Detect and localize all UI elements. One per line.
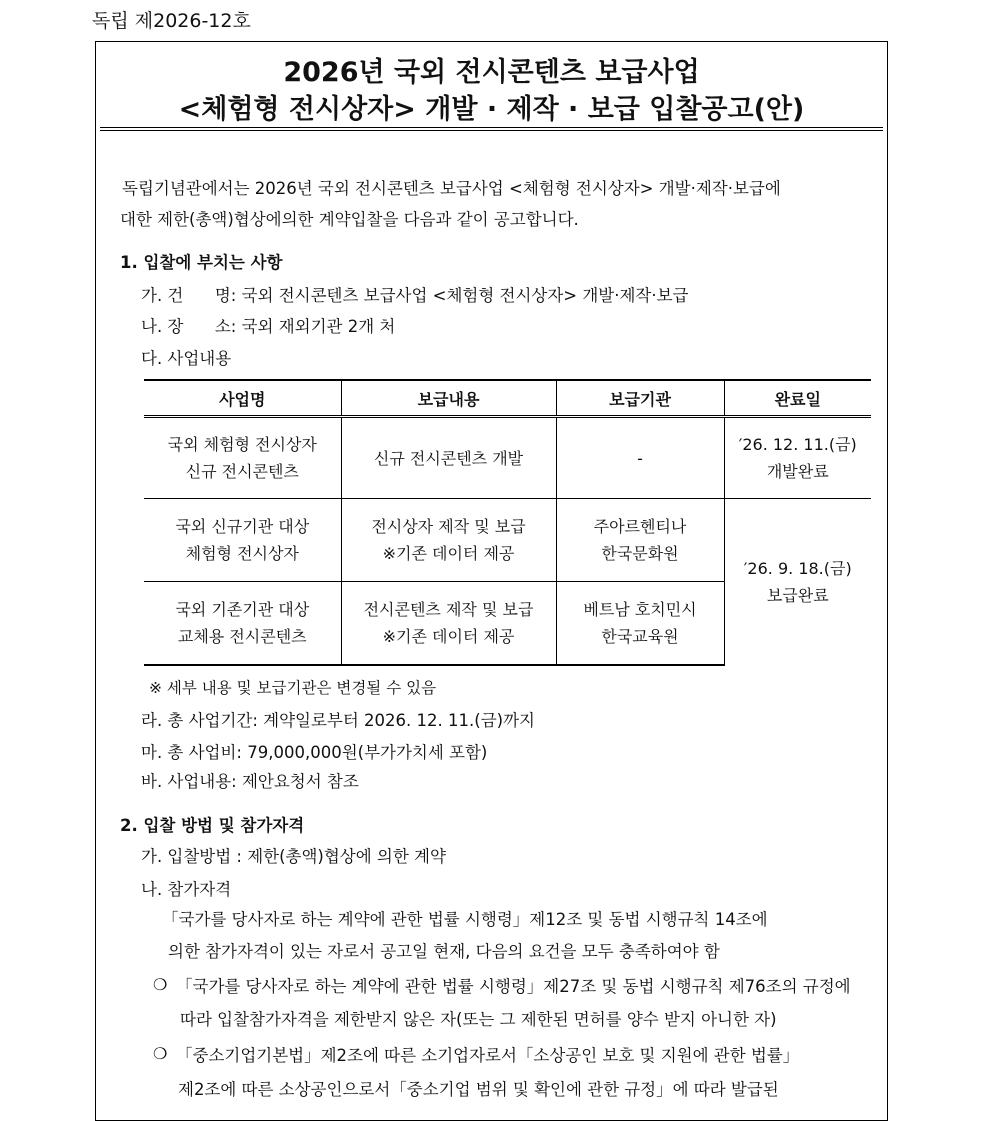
table-cell bbox=[556, 582, 724, 666]
requirement-2-line-1: 「중소기업기본법」제2조에 따른 소기업자로서「소상공인 보호 및 지원에 관한 법률」 bbox=[176, 1046, 800, 1065]
section-2-heading: 2. 입찰 방법 및 참가자격 bbox=[120, 816, 305, 835]
cell-text: ′26. 12. 11.(금) bbox=[738, 435, 857, 454]
table-cell bbox=[341, 582, 556, 666]
cell-text: 국외 기존기관 대상 bbox=[175, 600, 310, 619]
item-name: 가. 건 명: 국외 전시콘텐츠 보급사업 <체험형 전시상자> 개발·제작·보급 bbox=[141, 286, 689, 305]
table-cell bbox=[724, 499, 871, 666]
item-period: 라. 총 사업기간: 계약일로부터 2026. 12. 11.(금)까지 bbox=[141, 711, 535, 730]
table-header: 보급내용 bbox=[341, 380, 556, 417]
bid-method: 가. 입찰방법 : 제한(총액)협상에 의한 계약 bbox=[141, 847, 446, 866]
table-header: 보급기관 bbox=[556, 380, 724, 417]
intro-line-2: 대한 제한(총액)협상에의한 계약입찰을 다음과 같이 공고합니다. bbox=[120, 210, 579, 229]
cell-text: 국외 신규기관 대상 bbox=[175, 517, 310, 536]
section-1-heading: 1. 입찰에 부치는 사항 bbox=[120, 253, 283, 272]
table-header: 사업명 bbox=[144, 380, 341, 417]
qualification-line-1: 「국가를 당사자로 하는 계약에 관한 법률 시행령」제12조 및 동법 시행규칙 14조에 bbox=[162, 910, 768, 929]
cell-text: 국외 체험형 전시상자 bbox=[167, 435, 317, 454]
circle-bullet-icon: ❍ bbox=[153, 1044, 168, 1063]
intro-line-1: 독립기념관에서는 2026년 국외 전시콘텐츠 보급사업 <체험형 전시상자> 개발·제작·보급에 bbox=[122, 179, 781, 198]
cell-text: 신규 전시콘텐츠 bbox=[185, 462, 299, 481]
requirement-1-line-2: 따라 입찰참가자격을 제한받지 않은 자(또는 그 제한된 면허를 양수 받지 아니한 자) bbox=[180, 1010, 777, 1029]
table-cell bbox=[341, 499, 556, 582]
cell-text: 교체용 전시콘텐츠 bbox=[177, 627, 307, 646]
cell-text: ※기존 데이터 제공 bbox=[382, 627, 515, 646]
cell-text: 주아르헨티나 bbox=[593, 517, 687, 536]
table-header: 완료일 bbox=[724, 380, 871, 417]
cell-text: 보급완료 bbox=[766, 586, 829, 605]
announcement-frame bbox=[95, 41, 888, 1121]
qualification-line-2: 의한 참가자격이 있는 자로서 공고일 현재, 다음의 요건을 모두 충족하여야 함 bbox=[168, 942, 720, 961]
cell-text: 전시콘텐츠 제작 및 보급 bbox=[363, 600, 534, 619]
item-location: 나. 장 소: 국외 재외기관 2개 처 bbox=[141, 317, 396, 336]
business-table bbox=[144, 379, 871, 666]
qualification-heading: 나. 참가자격 bbox=[141, 880, 232, 899]
title-line-1: 2026년 국외 전시콘텐츠 보급사업 bbox=[283, 57, 700, 88]
cell-text: 체험형 전시상자 bbox=[185, 544, 299, 563]
item-business-content: 다. 사업내용 bbox=[141, 349, 232, 368]
cell-text: 전시상자 제작 및 보급 bbox=[371, 517, 526, 536]
cell-text: ′26. 9. 18.(금) bbox=[743, 559, 852, 578]
table-cell bbox=[144, 499, 341, 582]
requirement-1-line-1: 「국가를 당사자로 하는 계약에 관한 법률 시행령」제27조 및 동법 시행규칙 제76조의 규정에 bbox=[176, 977, 851, 996]
table-note: ※ 세부 내용 및 보급기관은 변경될 수 있음 bbox=[149, 679, 437, 697]
cell-text: 베트남 호치민시 bbox=[583, 600, 697, 619]
cell-text: 한국교육원 bbox=[601, 627, 679, 646]
item-reference: 바. 사업내용: 제안요청서 참조 bbox=[141, 772, 359, 791]
table-cell: 신규 전시콘텐츠 개발 bbox=[341, 417, 556, 499]
table-cell: - bbox=[556, 417, 724, 499]
item-budget: 마. 총 사업비: 79,000,000원(부가가치세 포함) bbox=[141, 743, 488, 762]
title-divider-secondary bbox=[100, 130, 883, 131]
table-cell bbox=[556, 499, 724, 582]
document-number: 독립 제2026-12호 bbox=[92, 10, 251, 32]
requirement-2-line-2: 제2조에 따른 소상공인으로서「중소기업 범위 및 확인에 관한 규정」에 따라 발급된 bbox=[178, 1080, 779, 1099]
table-row bbox=[144, 499, 871, 582]
table-cell bbox=[144, 582, 341, 666]
cell-text: 한국문화원 bbox=[601, 544, 679, 563]
title-line-2: <체험형 전시상자> 개발 · 제작 · 보급 입찰공고(안) bbox=[178, 94, 805, 125]
cell-text: ※기존 데이터 제공 bbox=[382, 544, 515, 563]
table-row bbox=[144, 417, 871, 499]
cell-text: 개발완료 bbox=[766, 462, 829, 481]
table-cell bbox=[724, 417, 871, 499]
title-divider bbox=[100, 127, 883, 128]
circle-bullet-icon: ❍ bbox=[153, 975, 168, 994]
table-cell bbox=[144, 417, 341, 499]
